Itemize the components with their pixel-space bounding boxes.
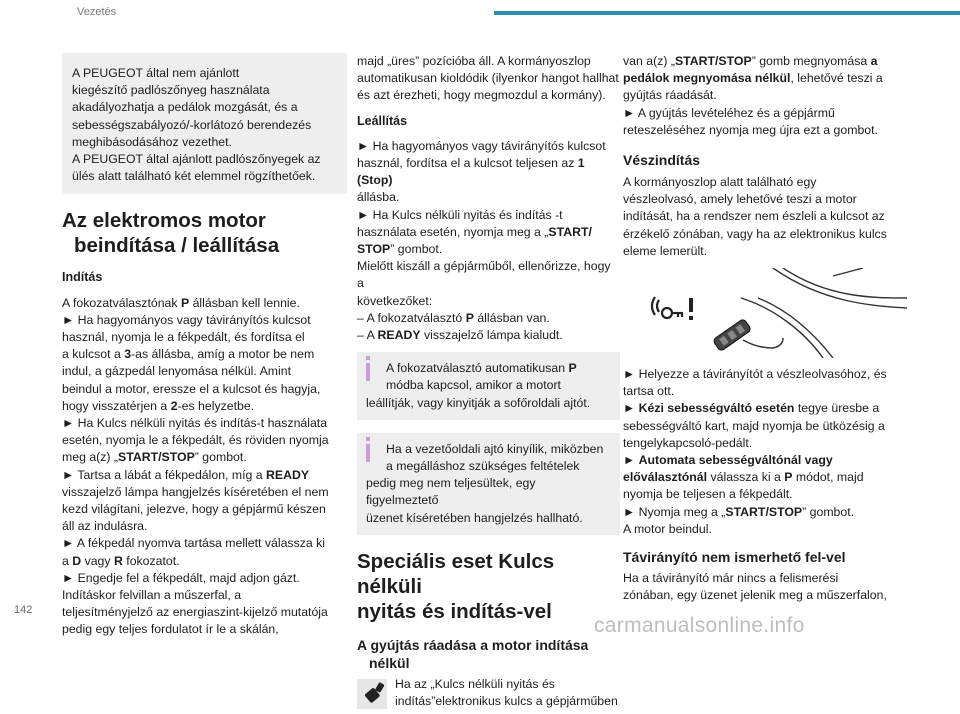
text-line: a	[62, 553, 73, 568]
emergency-reader-illustration	[623, 268, 907, 358]
text-line: ► Ha hagyományos vagy távirányítós kulcsot	[357, 138, 606, 153]
keyless-entry-icon	[357, 679, 387, 709]
text-line: módot, majd	[792, 470, 864, 485]
text-line: ” gombot.	[802, 504, 855, 519]
text-line: módba kapcsol, amikor a motort	[386, 378, 561, 393]
text-line: meg a(z) „	[62, 450, 119, 465]
key-warning-icon	[652, 297, 683, 318]
note-line: meghibásodásához vezethet.	[72, 134, 232, 149]
text-line: üzenet kíséretében hangjelzés hallható.	[366, 510, 583, 525]
text-line: ► A fékpedál nyomva tartása mellett válassza ki	[62, 536, 326, 551]
text-line: pedig meg nem teljesültek, egy figyelmeztető	[366, 476, 536, 508]
text-line: A motor beindul.	[623, 521, 712, 536]
text-line: pedig egy teljes fordulatot ír le a skálán,	[62, 622, 279, 637]
text-line: reteszeléséhez nyomja meg újra ezt a gombot.	[623, 122, 878, 137]
text-line: válassza ki a	[707, 470, 785, 485]
text-line: R	[113, 553, 123, 568]
info-icon	[366, 444, 370, 462]
section-heading-special	[357, 549, 620, 624]
text-line: – A fokozatválasztó	[357, 310, 466, 325]
text-line: beindul a motor, eressze el a kulcsot és hagyja,	[62, 381, 321, 396]
text-line: áll az indulásra.	[62, 519, 148, 534]
subheading-leallitas: Leállítás	[357, 113, 408, 128]
text-line: majd „üres” pozícióba áll. A kormányoszlop	[357, 54, 591, 68]
text-line: A fokozatválasztónak	[62, 295, 181, 310]
text-line: gyújtás ráadását.	[623, 88, 717, 103]
text-line: ► Helyezze a távirányítót a vészleolvasóhoz, és	[623, 367, 887, 382]
info-note-p-mode	[357, 352, 620, 420]
text-line: Ha a vezetőoldali ajtó kinyílik, miközben	[386, 441, 604, 456]
text-line: nélkül	[369, 654, 410, 671]
section-title: Vezetés	[77, 6, 117, 18]
text-line: leállítják, vagy kinyitják a sofőroldali ajtót.	[366, 395, 591, 410]
text-line: sebességváltó kart, majd nyomja be ütközésig a	[623, 418, 885, 433]
text-line: a kulcsot a	[62, 347, 125, 362]
note-line: sebességszabályozó/-korlátozó berendezés	[72, 117, 312, 132]
header-accent-bar	[494, 11, 960, 15]
text-line: ” gombot.	[194, 450, 247, 465]
text-line: tengelykapcsoló-pedált.	[623, 435, 753, 450]
text-line: fokozatot.	[122, 553, 180, 568]
text-line: ► Tartsa a lábát a fékpedálon, míg a	[62, 467, 267, 482]
text-line: P	[568, 361, 577, 376]
text-line: eleme lemerült.	[623, 243, 708, 258]
text-line: ► Nyomja meg a „	[623, 504, 726, 519]
text-line: tartsa ott.	[623, 384, 675, 399]
info-icon	[366, 363, 370, 381]
text-line: A kormányoszlop alatt található egy	[623, 175, 817, 190]
text-line: visszajelző lámpa hangjelzés kíséretében el nem	[62, 484, 329, 499]
text-line: READY	[377, 328, 421, 343]
text-line: – A	[357, 328, 378, 343]
text-line: a megálláshoz szükséges feltételek	[386, 459, 580, 474]
text-line: Az elektromos motor	[62, 209, 266, 233]
text-line: teljesítményjelző az energiaszint-kijelző mutatója	[62, 605, 328, 620]
note-line: kiegészítő padlószőnyeg használata	[72, 83, 270, 98]
text-line: és azt érezheti, hogy megmozdul a kormány).	[357, 88, 606, 103]
text-line: -as állásba, amíg a motor be nem	[131, 347, 315, 362]
text-line: indul, a gázpedál lenyomása nélkül. Amint	[62, 364, 291, 379]
text-line: A fokozatválasztó automatikusan	[386, 361, 569, 376]
text-line: -es helyzetbe.	[177, 398, 255, 413]
text-line: ►	[623, 401, 639, 416]
text-line: előválasztónál	[623, 470, 708, 485]
text-line: Ha a távirányító már nincs a felismerési	[623, 571, 839, 586]
text-line: állásba.	[357, 190, 400, 205]
text-line: használ, fordítsa el a kulcsot teljesen az	[357, 156, 578, 171]
text-line: START/STOP	[674, 54, 752, 68]
info-note-door	[357, 433, 620, 535]
text-line: START/STOP	[725, 504, 803, 519]
text-line: Ha az „Kulcs nélküli nyitás és	[395, 676, 555, 691]
column-3	[623, 30, 913, 604]
text-line: kezd világítani, jelezve, hogy a gépjármű készen	[62, 502, 326, 517]
text-line: használ, nyomja le a fékpedált, és fordítsa el	[62, 330, 305, 345]
text-line: ► Ha Kulcs nélküli nyitás és indítás-t használata	[62, 416, 328, 431]
column-2	[357, 30, 620, 710]
text-line: P	[784, 470, 793, 485]
text-line: Automata sebességváltónál vagy	[638, 453, 833, 468]
text-line: állásban kell lennie.	[189, 295, 300, 310]
padloszonyeg-note	[62, 53, 347, 194]
text-line: Mielőtt kiszáll a gépjárműből, ellenőrizze, hogy a	[357, 259, 611, 291]
text-line: Indításkor felvillan a műszerfal, a	[62, 588, 242, 603]
subheading-inditas: Indítás	[62, 270, 103, 285]
note-line: A PEUGEOT által nem ajánlott	[72, 66, 240, 80]
text-line: beindítása / leállítása	[74, 234, 280, 258]
text-line: READY	[266, 467, 310, 482]
text-line: ” gombot.	[390, 242, 443, 257]
text-line: P	[465, 310, 474, 325]
text-line: , lehetővé teszi a	[790, 71, 883, 86]
text-line: 1 (Stop)	[357, 156, 585, 188]
page-number: 142	[14, 604, 33, 616]
text-line: D	[72, 553, 82, 568]
subheading-veszinditas: Vészindítás	[623, 152, 701, 169]
inditas-body	[62, 295, 347, 639]
text-line: P	[180, 295, 190, 310]
text-line: indítását, ha a rendszer nem észleli a kulcsot az	[623, 209, 885, 224]
text-line: nyomja be teljesen a fékpedált.	[623, 487, 793, 502]
subheading-taviranyito: Távirányító nem ismerhető fel-vel	[623, 549, 846, 566]
text-line: használata esetén, nyomja meg a „	[357, 224, 549, 239]
column-1	[62, 30, 347, 639]
note-line: A PEUGEOT által ajánlott padlószőnyegek az	[72, 152, 321, 167]
note-line: ülés alatt található két elemmel rögzíthetőek.	[72, 169, 316, 184]
text-line: érzékelő zónában, vagy ha az elektronikus kulcs	[623, 226, 887, 241]
text-line: ► Ha hagyományos vagy távirányítós kulcsot	[62, 312, 311, 327]
text-line: START/STOP	[118, 450, 195, 465]
text-line: A gyújtás ráadása a motor indítása	[357, 636, 589, 653]
watermark: carmanualsonline.info	[594, 614, 805, 637]
subheading-gyujtas	[357, 636, 620, 672]
text-line: van a(z) „	[623, 54, 675, 68]
text-line: következőket:	[357, 293, 433, 308]
text-line: automatikusan kioldódik (ilyenkor hangot hallhat	[357, 71, 619, 86]
text-line: Kézi sebességváltó esetén	[638, 401, 795, 416]
text-line: esetén, nyomja le a fékpedált, és röviden nyomja	[62, 433, 329, 448]
text-line: ►	[623, 453, 639, 468]
text-line: ► A gyújtás levételéhez és a gépjármű	[623, 105, 835, 120]
text-line: zónában, egy üzenet jelenik meg a műszerfalon,	[623, 588, 887, 603]
text-line: indítás”elektronikus kulcs a gépjárműben	[395, 694, 618, 709]
text-line: vagy	[81, 553, 114, 568]
text-line: 2	[170, 398, 178, 413]
text-line: a	[870, 54, 878, 68]
note-line: akadályozhatja a pedálok mozgását, és a	[72, 100, 298, 115]
section-heading	[62, 208, 347, 258]
text-line: ► Ha Kulcs nélküli nyitás és indítás -t	[357, 207, 563, 222]
text-line: tegye üresbe a	[794, 401, 880, 416]
text-line: hogy visszatérjen a	[62, 398, 171, 413]
text-line: vészleolvasó, amely lehetővé teszi a motor	[623, 192, 857, 207]
text-line: STOP	[357, 242, 391, 257]
text-line: ” gomb megnyomása	[751, 54, 871, 68]
text-line: START/	[548, 224, 592, 239]
text-line: pedálok megnyomása nélkül	[623, 71, 791, 86]
text-line: nyitás és indítás-vel	[357, 599, 552, 623]
text-line: visszajelző lámpa kialudt.	[420, 328, 563, 343]
text-line: Speciális eset Kulcs nélküli	[357, 549, 555, 598]
text-line: ► Engedje fel a fékpedált, majd adjon gázt.	[62, 570, 300, 585]
text-line: 3	[124, 347, 132, 362]
text-line: állásban van.	[473, 310, 550, 325]
